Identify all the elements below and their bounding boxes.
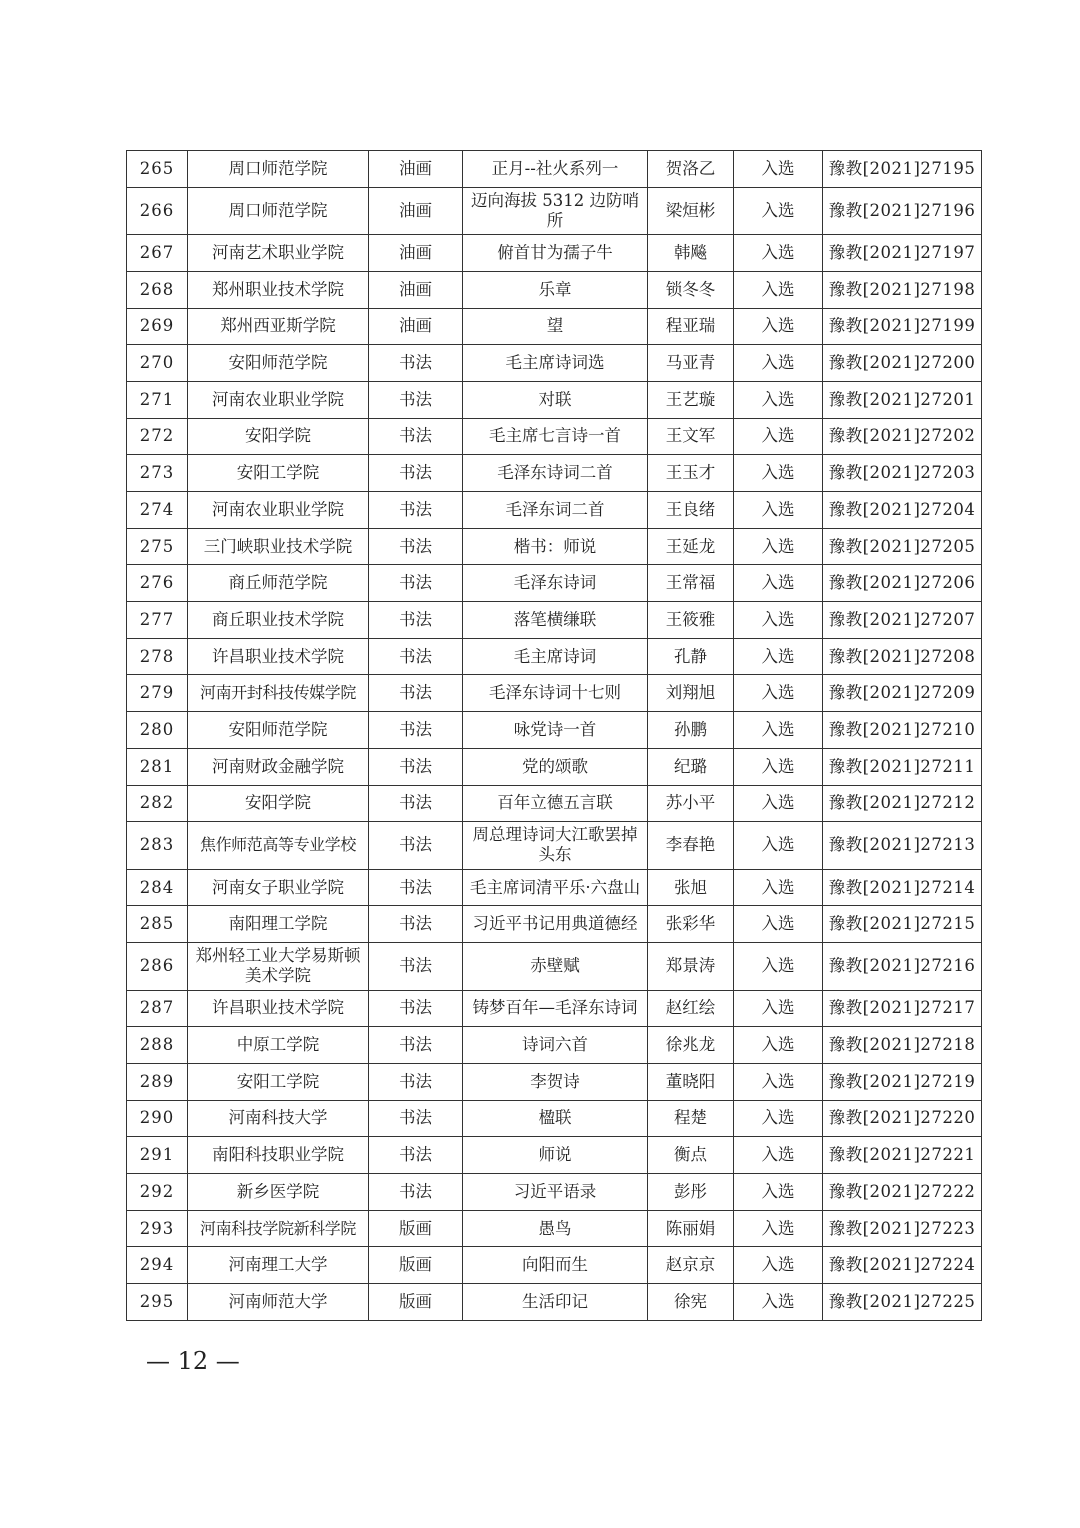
document-number: 豫教[2021]27202 — [823, 418, 982, 455]
table-row — [127, 187, 982, 235]
row-number: 276 — [127, 565, 188, 602]
row-number: 281 — [127, 748, 188, 785]
document-number: 豫教[2021]27201 — [823, 381, 982, 418]
author-name: 衡点 — [648, 1137, 734, 1174]
result-status: 入选 — [734, 1137, 823, 1174]
work-title: 楷书：师说 — [463, 528, 648, 565]
result-status: 入选 — [734, 943, 823, 991]
work-title: 望 — [463, 308, 648, 345]
school-name: 商丘师范学院 — [188, 565, 369, 602]
row-number: 278 — [127, 638, 188, 675]
result-status: 入选 — [734, 1210, 823, 1247]
table-row — [127, 748, 982, 785]
school-name: 许昌职业技术学院 — [188, 990, 369, 1027]
category: 版画 — [369, 1284, 463, 1321]
table-body — [127, 151, 982, 1321]
category: 书法 — [369, 638, 463, 675]
school-name: 周口师范学院 — [188, 151, 369, 188]
author-name: 王常福 — [648, 565, 734, 602]
document-number: 豫教[2021]27221 — [823, 1137, 982, 1174]
document-number: 豫教[2021]27213 — [823, 822, 982, 870]
document-number: 豫教[2021]27207 — [823, 602, 982, 639]
table-row — [127, 308, 982, 345]
school-name: 郑州轻工业大学易斯顿美术学院 — [188, 943, 369, 991]
row-number: 286 — [127, 943, 188, 991]
table-row — [127, 602, 982, 639]
school-name: 南阳科技职业学院 — [188, 1137, 369, 1174]
table-row — [127, 1174, 982, 1211]
work-title: 对联 — [463, 381, 648, 418]
result-status: 入选 — [734, 748, 823, 785]
document-number: 豫教[2021]27212 — [823, 785, 982, 822]
row-number: 283 — [127, 822, 188, 870]
work-title: 生活印记 — [463, 1284, 648, 1321]
table-row — [127, 492, 982, 529]
author-name: 王玉才 — [648, 455, 734, 492]
result-status: 入选 — [734, 418, 823, 455]
row-number: 265 — [127, 151, 188, 188]
row-number: 275 — [127, 528, 188, 565]
document-number: 豫教[2021]27214 — [823, 869, 982, 906]
document-number: 豫教[2021]27197 — [823, 235, 982, 272]
table-row — [127, 785, 982, 822]
result-status: 入选 — [734, 492, 823, 529]
category: 书法 — [369, 990, 463, 1027]
work-title: 习近平语录 — [463, 1174, 648, 1211]
result-status: 入选 — [734, 455, 823, 492]
document-number: 豫教[2021]27217 — [823, 990, 982, 1027]
result-status: 入选 — [734, 151, 823, 188]
result-status: 入选 — [734, 1027, 823, 1064]
school-name: 河南理工大学 — [188, 1247, 369, 1284]
category: 书法 — [369, 943, 463, 991]
school-name: 安阳师范学院 — [188, 345, 369, 382]
row-number: 271 — [127, 381, 188, 418]
author-name: 王延龙 — [648, 528, 734, 565]
category: 书法 — [369, 869, 463, 906]
table-row — [127, 528, 982, 565]
school-name: 安阳学院 — [188, 785, 369, 822]
author-name: 张旭 — [648, 869, 734, 906]
row-number: 272 — [127, 418, 188, 455]
category: 书法 — [369, 492, 463, 529]
author-name: 纪璐 — [648, 748, 734, 785]
document-number: 豫教[2021]27204 — [823, 492, 982, 529]
school-name: 三门峡职业技术学院 — [188, 528, 369, 565]
work-title: 毛主席词清平乐·六盘山 — [463, 869, 648, 906]
document-number: 豫教[2021]27224 — [823, 1247, 982, 1284]
author-name: 张彩华 — [648, 906, 734, 943]
table-row — [127, 1210, 982, 1247]
work-title: 诗词六首 — [463, 1027, 648, 1064]
school-name: 安阳师范学院 — [188, 712, 369, 749]
school-name: 河南女子职业学院 — [188, 869, 369, 906]
result-status: 入选 — [734, 1174, 823, 1211]
category: 书法 — [369, 748, 463, 785]
category: 书法 — [369, 1063, 463, 1100]
school-name: 商丘职业技术学院 — [188, 602, 369, 639]
row-number: 290 — [127, 1100, 188, 1137]
category: 油画 — [369, 308, 463, 345]
row-number: 288 — [127, 1027, 188, 1064]
row-number: 279 — [127, 675, 188, 712]
school-name: 中原工学院 — [188, 1027, 369, 1064]
document-number: 豫教[2021]27211 — [823, 748, 982, 785]
category: 书法 — [369, 345, 463, 382]
document-number: 豫教[2021]27198 — [823, 271, 982, 308]
result-status: 入选 — [734, 1063, 823, 1100]
author-name: 马亚青 — [648, 345, 734, 382]
category: 书法 — [369, 675, 463, 712]
row-number: 294 — [127, 1247, 188, 1284]
result-status: 入选 — [734, 785, 823, 822]
table-row — [127, 418, 982, 455]
author-name: 王筱雅 — [648, 602, 734, 639]
document-number: 豫教[2021]27222 — [823, 1174, 982, 1211]
table-row — [127, 381, 982, 418]
table-row — [127, 943, 982, 991]
document-number: 豫教[2021]27219 — [823, 1063, 982, 1100]
document-number: 豫教[2021]27216 — [823, 943, 982, 991]
category: 油画 — [369, 151, 463, 188]
category: 书法 — [369, 455, 463, 492]
school-name: 河南开封科技传媒学院 — [188, 675, 369, 712]
author-name: 郑景涛 — [648, 943, 734, 991]
school-name: 郑州职业技术学院 — [188, 271, 369, 308]
category: 油画 — [369, 271, 463, 308]
row-number: 293 — [127, 1210, 188, 1247]
author-name: 贺洛乙 — [648, 151, 734, 188]
author-name: 程楚 — [648, 1100, 734, 1137]
table-row — [127, 271, 982, 308]
work-title: 师说 — [463, 1137, 648, 1174]
work-title: 俯首甘为孺子牛 — [463, 235, 648, 272]
category: 版画 — [369, 1210, 463, 1247]
school-name: 河南师范大学 — [188, 1284, 369, 1321]
category: 书法 — [369, 785, 463, 822]
work-title: 愚鸟 — [463, 1210, 648, 1247]
result-status: 入选 — [734, 1100, 823, 1137]
school-name: 焦作师范高等专业学校 — [188, 822, 369, 870]
document-number: 豫教[2021]27200 — [823, 345, 982, 382]
document-number: 豫教[2021]27199 — [823, 308, 982, 345]
table-row — [127, 906, 982, 943]
work-title: 楹联 — [463, 1100, 648, 1137]
result-status: 入选 — [734, 906, 823, 943]
author-name: 梁烜彬 — [648, 187, 734, 235]
category: 书法 — [369, 1174, 463, 1211]
author-name: 刘翔旭 — [648, 675, 734, 712]
row-number: 268 — [127, 271, 188, 308]
author-name: 李春艳 — [648, 822, 734, 870]
result-status: 入选 — [734, 308, 823, 345]
work-title: 毛主席诗词选 — [463, 345, 648, 382]
table-row — [127, 1284, 982, 1321]
row-number: 266 — [127, 187, 188, 235]
category: 油画 — [369, 187, 463, 235]
work-title: 铸梦百年—毛泽东诗词 — [463, 990, 648, 1027]
category: 书法 — [369, 381, 463, 418]
author-name: 王艺璇 — [648, 381, 734, 418]
document-number: 豫教[2021]27203 — [823, 455, 982, 492]
work-title: 毛泽东诗词 — [463, 565, 648, 602]
result-status: 入选 — [734, 602, 823, 639]
result-status: 入选 — [734, 822, 823, 870]
result-status: 入选 — [734, 638, 823, 675]
school-name: 河南艺术职业学院 — [188, 235, 369, 272]
table-row — [127, 1100, 982, 1137]
result-status: 入选 — [734, 528, 823, 565]
work-title: 毛泽东诗词十七则 — [463, 675, 648, 712]
document-number: 豫教[2021]27208 — [823, 638, 982, 675]
category: 书法 — [369, 1100, 463, 1137]
document-number: 豫教[2021]27195 — [823, 151, 982, 188]
document-number: 豫教[2021]27209 — [823, 675, 982, 712]
row-number: 274 — [127, 492, 188, 529]
document-number: 豫教[2021]27215 — [823, 906, 982, 943]
school-name: 南阳理工学院 — [188, 906, 369, 943]
category: 书法 — [369, 528, 463, 565]
work-title: 李贺诗 — [463, 1063, 648, 1100]
table-row — [127, 990, 982, 1027]
work-title: 向阳而生 — [463, 1247, 648, 1284]
work-title: 赤壁赋 — [463, 943, 648, 991]
row-number: 287 — [127, 990, 188, 1027]
school-name: 郑州西亚斯学院 — [188, 308, 369, 345]
table-row — [127, 1247, 982, 1284]
school-name: 许昌职业技术学院 — [188, 638, 369, 675]
page-number: — 12 — — [146, 1347, 240, 1375]
author-name: 孔静 — [648, 638, 734, 675]
document-number: 豫教[2021]27220 — [823, 1100, 982, 1137]
work-title: 周总理诗词大江歌罢掉头东 — [463, 822, 648, 870]
document-number: 豫教[2021]27210 — [823, 712, 982, 749]
result-status: 入选 — [734, 381, 823, 418]
row-number: 291 — [127, 1137, 188, 1174]
work-title: 毛泽东诗词二首 — [463, 455, 648, 492]
work-title: 落笔横缣联 — [463, 602, 648, 639]
result-status: 入选 — [734, 565, 823, 602]
category: 书法 — [369, 418, 463, 455]
author-name: 赵京京 — [648, 1247, 734, 1284]
row-number: 270 — [127, 345, 188, 382]
table-row — [127, 638, 982, 675]
author-name: 董晓阳 — [648, 1063, 734, 1100]
row-number: 277 — [127, 602, 188, 639]
table-row — [127, 822, 982, 870]
author-name: 王良绪 — [648, 492, 734, 529]
result-status: 入选 — [734, 675, 823, 712]
author-name: 赵红绘 — [648, 990, 734, 1027]
school-name: 河南科技大学 — [188, 1100, 369, 1137]
author-name: 彭彤 — [648, 1174, 734, 1211]
category: 书法 — [369, 712, 463, 749]
result-status: 入选 — [734, 1284, 823, 1321]
row-number: 295 — [127, 1284, 188, 1321]
author-name: 苏小平 — [648, 785, 734, 822]
result-status: 入选 — [734, 271, 823, 308]
category: 版画 — [369, 1247, 463, 1284]
result-status: 入选 — [734, 235, 823, 272]
school-name: 河南财政金融学院 — [188, 748, 369, 785]
author-name: 陈丽娟 — [648, 1210, 734, 1247]
work-title: 百年立德五言联 — [463, 785, 648, 822]
work-title: 乐章 — [463, 271, 648, 308]
row-number: 273 — [127, 455, 188, 492]
table-row — [127, 712, 982, 749]
result-status: 入选 — [734, 712, 823, 749]
category: 书法 — [369, 565, 463, 602]
row-number: 285 — [127, 906, 188, 943]
table-row — [127, 1137, 982, 1174]
document-number: 豫教[2021]27218 — [823, 1027, 982, 1064]
table-row — [127, 455, 982, 492]
author-name: 徐宪 — [648, 1284, 734, 1321]
awards-table — [126, 150, 982, 1321]
author-name: 程亚瑞 — [648, 308, 734, 345]
category: 书法 — [369, 1137, 463, 1174]
work-title: 迈向海拔 5312 边防哨所 — [463, 187, 648, 235]
row-number: 269 — [127, 308, 188, 345]
table-row — [127, 151, 982, 188]
document-number: 豫教[2021]27225 — [823, 1284, 982, 1321]
result-status: 入选 — [734, 1247, 823, 1284]
row-number: 280 — [127, 712, 188, 749]
author-name: 王文军 — [648, 418, 734, 455]
row-number: 292 — [127, 1174, 188, 1211]
category: 书法 — [369, 1027, 463, 1064]
table-row — [127, 1027, 982, 1064]
work-title: 毛主席诗词 — [463, 638, 648, 675]
document-number: 豫教[2021]27196 — [823, 187, 982, 235]
author-name: 徐兆龙 — [648, 1027, 734, 1064]
work-title: 习近平书记用典道德经 — [463, 906, 648, 943]
result-status: 入选 — [734, 345, 823, 382]
row-number: 289 — [127, 1063, 188, 1100]
school-name: 周口师范学院 — [188, 187, 369, 235]
table-row — [127, 1063, 982, 1100]
work-title: 党的颂歌 — [463, 748, 648, 785]
table-row — [127, 565, 982, 602]
work-title: 毛泽东词二首 — [463, 492, 648, 529]
author-name: 孙鹏 — [648, 712, 734, 749]
result-status: 入选 — [734, 990, 823, 1027]
work-title: 正月--社火系列一 — [463, 151, 648, 188]
category: 书法 — [369, 906, 463, 943]
document-number: 豫教[2021]27206 — [823, 565, 982, 602]
work-title: 毛主席七言诗一首 — [463, 418, 648, 455]
category: 油画 — [369, 235, 463, 272]
table-row — [127, 345, 982, 382]
work-title: 咏党诗一首 — [463, 712, 648, 749]
table-row — [127, 675, 982, 712]
row-number: 284 — [127, 869, 188, 906]
row-number: 282 — [127, 785, 188, 822]
school-name: 安阳学院 — [188, 418, 369, 455]
table-row — [127, 869, 982, 906]
school-name: 新乡医学院 — [188, 1174, 369, 1211]
school-name: 安阳工学院 — [188, 455, 369, 492]
row-number: 267 — [127, 235, 188, 272]
category: 书法 — [369, 822, 463, 870]
author-name: 韩飚 — [648, 235, 734, 272]
table-row — [127, 235, 982, 272]
document-number: 豫教[2021]27205 — [823, 528, 982, 565]
school-name: 河南农业职业学院 — [188, 381, 369, 418]
document-number: 豫教[2021]27223 — [823, 1210, 982, 1247]
result-status: 入选 — [734, 187, 823, 235]
result-status: 入选 — [734, 869, 823, 906]
school-name: 河南科技学院新科学院 — [188, 1210, 369, 1247]
school-name: 安阳工学院 — [188, 1063, 369, 1100]
category: 书法 — [369, 602, 463, 639]
school-name: 河南农业职业学院 — [188, 492, 369, 529]
author-name: 锁冬冬 — [648, 271, 734, 308]
